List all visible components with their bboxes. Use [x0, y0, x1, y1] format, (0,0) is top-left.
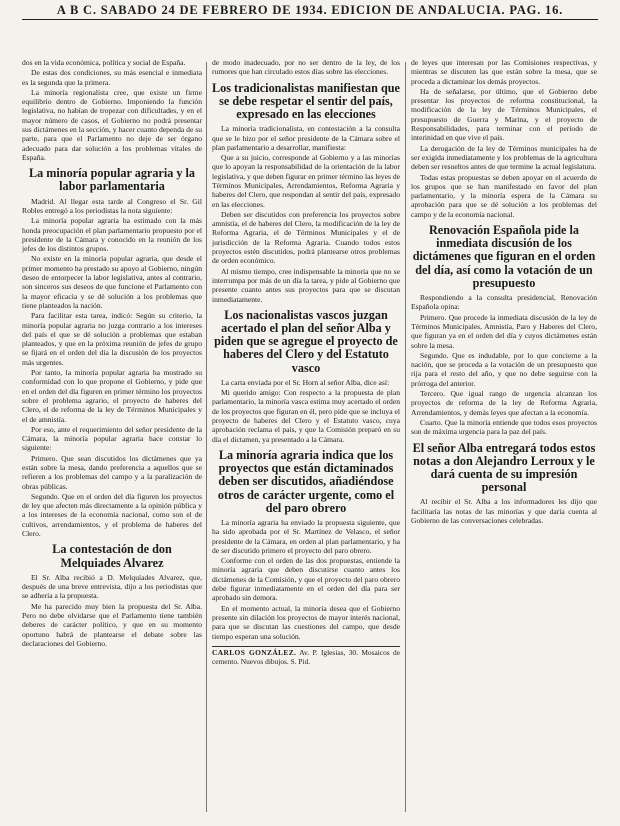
article-headline: Los tradicionalistas manifiestan que se debe respetar el sentir del país, expresado en las elecciones: [212, 80, 400, 121]
paragraph: Me ha parecido muy bien la propuesta del Sr. Alba. Pero no debe olvidarse que el Parlamento tiene también deberes de carácter político, y que en su momento oportuno habrá de plantearse el debate sobre las declaraciones del Gobierno.: [22, 601, 202, 648]
paragraph: La carta enviada por el Sr. Horn al señor Alba, dice así:: [221, 377, 390, 387]
paragraph: Al recibir el Sr. Alba a los informadores les dijo que facilitaría las notas de las minorías y que daría cuenta al Gobierno de las conversaciones celebradas.: [411, 497, 597, 525]
paragraph: La minoría tradicionalista, en contestación a la consulta que se le hizo por el señor presidente de la Cámara sobre el plan parlamentario a desarrollar, manifiesta:: [212, 124, 400, 152]
advertisement-text: Av. P. Iglesias, 30. Mosaicos de cemento. Nuevos dibujos. S. Pid.: [212, 647, 400, 666]
article-headline: La minoría agraria indica que los proyectos que están dictaminados deben ser discutidos, añadiéndose otros de carácter urgente, como el del paro obrero: [217, 447, 395, 515]
advertiser-name: CARLOS GONZÁLEZ.: [212, 647, 297, 657]
paragraph: De estas dos condiciones, su más esencial e inmediata es la segunda que la primera.: [22, 68, 202, 87]
paragraph: Por tanto, la minoría popular agraria ha mostrado su conformidad con lo que propone el Gobierno, y pide que en el orden del día figuren en primer término los proyectos sobre el problema agrario, el proyecto de haberes del Clero, el de reforma de la ley de Términos Municipales y el de amnistía.: [22, 368, 202, 424]
paragraph: Primero. Que sean discutidos los dictámenes que ya están sobre la mesa, dando preferencia a aquellos que se refieren a los problemas del campo y a la paralización de obras públicas.: [22, 453, 202, 491]
paragraph: Deben ser discutidos con preferencia los proyectos sobre amnistía, el de haberes del Clero, la modificación de la ley de Reforma Agraria, el de Términos Municipales y el de jurisdicción de la Reforma Agraria. Cuando todos estos proyectos estén discutidos, podrá plantearse otros problemas de orden económico.: [212, 209, 400, 266]
paragraph: de modo inadecuado, por no ser dentro de la ley, de los rumores que han circulado estos días sobre las elecciones.: [212, 58, 400, 77]
column-divider: [206, 62, 207, 812]
paragraph: La minoría popular agraria ha estimado con la más honda preocupación el plan parlamentario propuesto por el presidente de la Cámara y conocido en la reunión de los jefes de los distintos grupos.: [22, 216, 202, 254]
paragraph: Que a su juicio, corresponde al Gobierno y a las minorías que lo apoyan la responsabilidad de la orientación de la labor legislativa, y que deben figurar en primer término las leyes de Términos Municipales, Arrendamientos, Reforma Agraria y haberes del Clero, que respondan al sentir del país, expresado en las elecciones.: [212, 153, 400, 209]
paragraph: La minoría agraria ha enviado la propuesta siguiente, que ha sido aprobada por el Sr. Martínez de Velasco, el señor presidente de la Cámara, en orden al plan parlamentario, y ha de ser discutido primero el proyecto del paro obrero.: [212, 517, 400, 555]
paragraph: Segundo. Que es indudable, por lo que concierne a la nación, que se proceda a la votación de un presupuesto que rija para el resto del año, y que no debe seguirse con la prórroga del anterior.: [411, 350, 597, 388]
paragraph: Ha de señalarse, por último, que el Gobierno debe presentar los proyectos de reforma constitucional, la modificación de la ley de Términos Municipales, el presupuesto de Guerra y Marina, y el proyecto de Responsabilidades, para terminar con el período de interinidad en que vive el país.: [411, 86, 597, 143]
article-headline: La minoría popular agraria y la labor parlamentaria: [28, 166, 195, 194]
paragraph: El Sr. Alba recibió a D. Melquíades Alvarez, que, después de una breve entrevista, dijo a los periodistas que se adhería a la propuesta.: [22, 572, 202, 601]
paragraph: Cuarto. Que la minoría entiende que todos esos proyectos son de máxima urgencia para la paz del país.: [411, 417, 597, 437]
paragraph: Conforme con el orden de las dos propuestas, entiende la minoría agraria que deben discutirse cuanto antes los dictámenes de la Comisión, y que el proyecto del paro obrero debe figurar inmediatamente en el orden del día para ser aprobado sin demora.: [212, 556, 400, 603]
masthead-rule: [22, 19, 598, 20]
paragraph: En el momento actual, la minoría desea que el Gobierno presente sin dilación los proyectos de mayor interés nacional, para que se discutan las cuestiones del campo, que desde tiempo esperan una solución.: [212, 603, 400, 641]
paragraph: Mi querido amigo: Con respecto a la propuesta de plan parlamentario, la minoría vasca estima muy acertado el orden de los proyectos que figuran en él, pero pide que se incluya el proyecto de haberes del Clero y el Estatuto vasco, cuya aprobación reclama el país, y que la Comisión preparó en su día el dictamen, ya presentado a la Cámara.: [212, 388, 400, 444]
paragraph: dos en la vida económica, política y social de España.: [22, 58, 186, 67]
paragraph: Madrid. Al llegar esta tarde al Congreso el Sr. Gil Robles entregó a los periodistas la nota siguiente:: [22, 196, 202, 215]
column-2: [212, 58, 400, 812]
article-headline: La contestación de don Melquiades Alvarez: [52, 542, 172, 570]
column-1: [22, 58, 202, 812]
page-masthead: A B C. SABADO 24 DE FEBRERO DE 1934. EDICION DE ANDALUCIA. PAG. 16.: [56, 3, 564, 17]
paragraph: Todas estas propuestas se deben apoyar en el acuerdo de los grupos que se han manifestado en favor del plan parlamentario, y la minoría espera de la Cámara su aprobación para que se dé solución a los problemas del campo y de la economía nacional.: [411, 172, 597, 219]
paragraph: La minoría regionalista cree, que existe un firme equilibrio dentro de Gobierno. Imponiendo la función legislativa, no habían de tropezar con dificultades, y en el mayor número de casos, el Gobierno no podrá presentar sus dictámenes en la sección, y hacer cuanto dependa de su parte, para que el Parlamento no deje de ser órgano adecuado para dar solución a los problemas vitales de España.: [22, 87, 202, 162]
paragraph: Para facilitar esta tarea, indicó: Según su criterio, la minoría popular agraria no juzga contrario a los intereses del país el que se dé solución a problemas que estaban planteados, y que en la próxima reunión de jefes de grupo se fijará en el orden del día la discusión de los proyectos más urgentes.: [22, 311, 202, 367]
advertisement: [212, 646, 400, 667]
article-headline: Los nacionalistas vascos juzgan acertado el plan del señor Alba y piden que se agregue el proyecto de haberes del Clero y del Estatuto vasco: [214, 307, 398, 375]
paragraph: Respondiendo a la consulta presidencial, Renovación Española opina:: [411, 293, 597, 312]
paragraph: La derogación de la ley de Términos municipales ha de ser exigida inmediatamente y los problemas de la agricultura deben ser resueltos antes de que termine la actual legislatura.: [411, 143, 597, 172]
paragraph: de leyes que interesan por las Comisiones respectivas, y mientras se discuten las que están sobre la mesa, que se proceda a dictaminar los demás proyectos.: [411, 58, 597, 86]
paragraph: Primero. Que procede la inmediata discusión de la ley de Términos Municipales, Amnistía, Paro y Haberes del Clero, que figuran ya en el orden del día y cuyos dictámenes están sobre la mesa.: [411, 312, 597, 350]
paragraph: Tercero. Que igual rango de urgencia alcanzan los proyectos de reforma de la ley de Reforma Agraria, Arrendamientos, y demás leyes que afectan a la economía.: [411, 389, 597, 417]
column-3: [411, 58, 597, 812]
column-divider: [405, 62, 406, 812]
paragraph: Segundo. Que en el orden del día figuren los proyectos de ley que afecten más directamente a la opinión pública y a los intereses de la economía nacional, como son el de cultivos, arrendamientos, y el problema de haberes del Clero.: [22, 491, 202, 539]
article-headline: El señor Alba entregará todos estos notas a don Alejandro Lerroux y le dará cuenta de su impresión personal: [412, 440, 596, 495]
paragraph: Al mismo tiempo, cree indispensable la minoría que no se interrumpa por más de un día la tarea, y pide al Gobierno que presente cuanto antes sus proyectos para que se discutan inmediatamente.: [212, 266, 400, 304]
paragraph: Por eso, ante el requerimiento del señor presidente de la Cámara, la minoría popular agraria hace constar lo siguiente:: [22, 424, 202, 453]
paragraph: No existe en la minoría popular agraria, que desde el primer momento ha prestado su apoyo al Gobierno, ningún deseo de entorpecer la labor legislativa, antes al contrario, son sinceros sus deseos de que funcione el Parlamento con la mayor eficacia y se dé solución a los problemas que tiene planteados la nación.: [22, 254, 202, 310]
article-headline: Renovación Española pide la inmediata discusión de los dictámenes que figuran en el orden del día, así como la votación de un presupuesto: [412, 223, 596, 290]
